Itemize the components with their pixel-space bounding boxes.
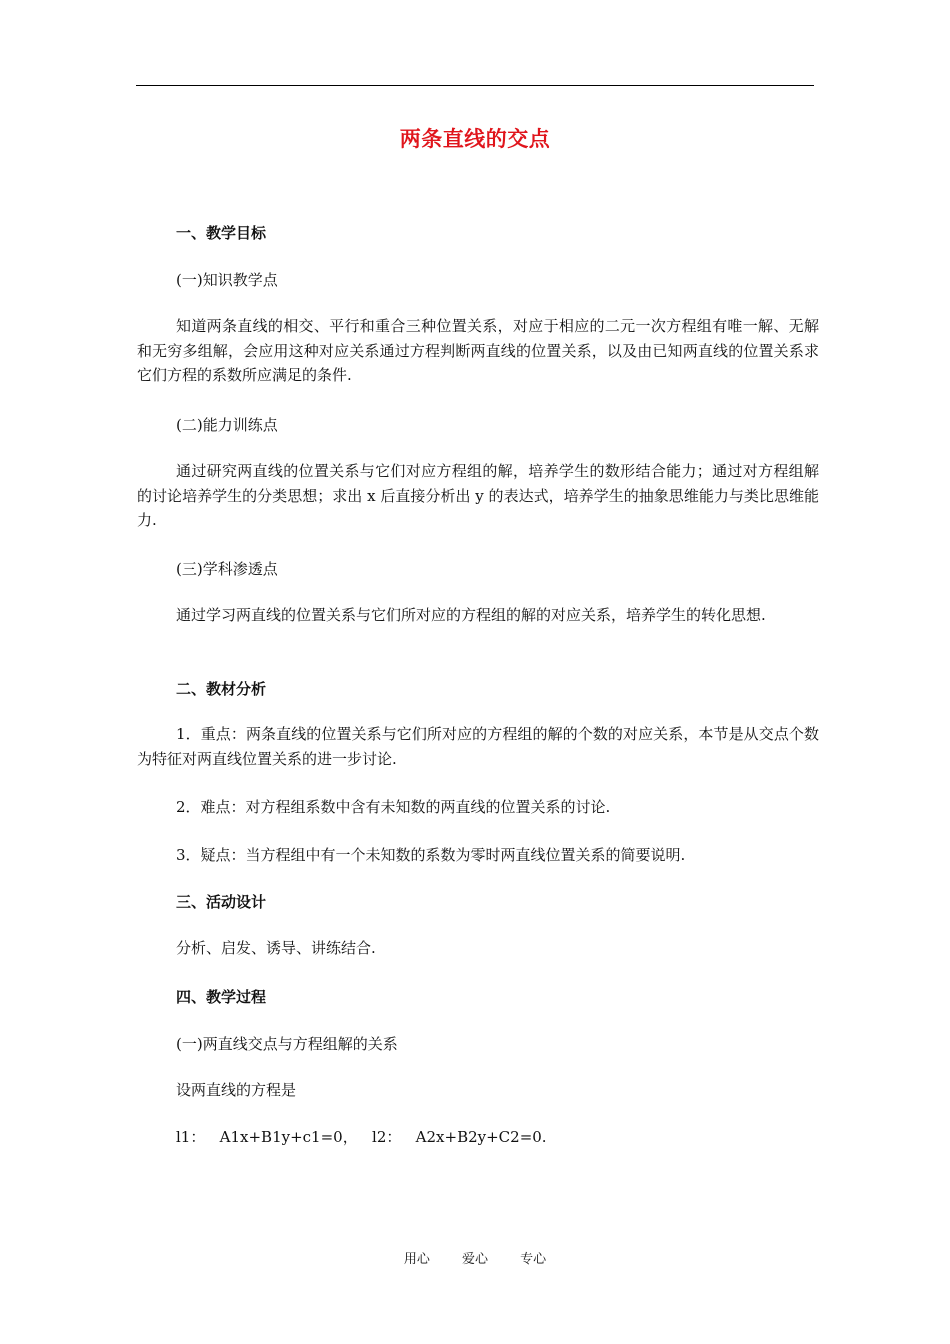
page-title: 两条直线的交点: [399, 127, 551, 151]
subheading-ability: (二)能力训练点: [176, 416, 278, 434]
paragraph-activity: 分析、启发、诱导、讲练结合.: [176, 939, 376, 957]
subheading-discipline: (三)学科渗透点: [176, 560, 278, 578]
header-rule: [136, 85, 814, 86]
section-heading-2: 二、教材分析: [176, 680, 267, 698]
page-footer: [0, 1248, 950, 1267]
subheading-knowledge: (一)知识教学点: [176, 271, 278, 289]
footer-text-3: 专心: [520, 1252, 547, 1267]
paragraph-discipline: 通过学习两直线的位置关系与它们所对应的方程组的解的对应关系，培养学生的转化思想.: [176, 606, 766, 624]
paragraph-knowledge: 知道两条直线的相交、平行和重合三种位置关系，对应于相应的二元一次方程组有唯一解、无解和无穷多组解，会应用这种对应关系通过方程判断两直线的位置关系，以及由已知两直线的位置关系求它们方程的系数所应满足的条件.: [137, 317, 819, 384]
footer-text-2: 爱心: [461, 1252, 488, 1267]
subheading-intersection: (一)两直线交点与方程组解的关系: [176, 1035, 398, 1053]
paragraph-key-point: 1．重点：两条直线的位置关系与它们所对应的方程组的解的个数的对应关系，本节是从交点个数为特征对两直线位置关系的进一步讨论.: [137, 725, 819, 768]
footer-text-1: 用心: [403, 1252, 430, 1267]
paragraph-equations-intro: 设两直线的方程是: [176, 1081, 297, 1099]
paragraph-doubt: 3．疑点：当方程组中有一个未知数的系数为零时两直线位置关系的简要说明.: [176, 846, 686, 864]
section-heading-3: 三、活动设计: [176, 893, 267, 911]
section-heading-1: 一、教学目标: [176, 224, 267, 242]
line-equations: l1： A1x+B1y+c1=0， l2： A2x+B2y+C2=0.: [176, 1128, 547, 1146]
paragraph-ability: 通过研究两直线的位置关系与它们对应方程组的解，培养学生的数形结合能力；通过对方程组解的讨论培养学生的分类思想；求出 x 后直接分析出 y 的表达式，培养学生的抽象思维能力与类比思维能力.: [137, 462, 819, 529]
section-heading-4: 四、教学过程: [176, 988, 267, 1006]
paragraph-difficulty: 2．难点：对方程组系数中含有未知数的两直线的位置关系的讨论.: [176, 798, 611, 816]
